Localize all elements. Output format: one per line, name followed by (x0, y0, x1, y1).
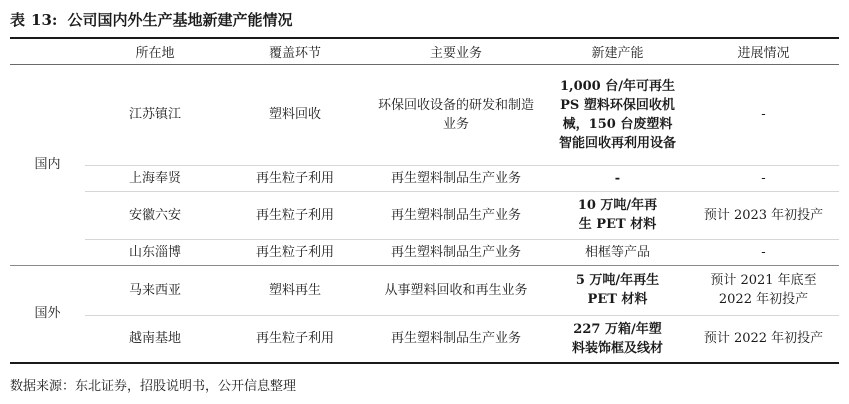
business-cell: 再生塑料制品生产业务 (365, 191, 547, 239)
business-cell: 再生塑料制品生产业务 (365, 239, 547, 265)
table-row (10, 64, 839, 165)
region-cell-domestic: 国内 (10, 64, 85, 265)
location-cell: 安徽六安 (85, 191, 225, 239)
capacity-table (10, 37, 839, 364)
source-note: 数据来源：东北证券，招股说明书，公开信息整理 (10, 379, 297, 394)
progress-cell: 预计 2023 年初投产 (688, 191, 839, 239)
progress-cell: - (688, 239, 839, 265)
location-cell: 山东淄博 (85, 239, 225, 265)
header-row (10, 38, 839, 64)
progress-cell: 预计 2021 年底至 2022 年初投产 (688, 265, 839, 315)
table-row (10, 239, 839, 265)
table-row (10, 165, 839, 191)
business-cell: 从事塑料回收和再生业务 (365, 265, 547, 315)
location-cell: 越南基地 (85, 315, 225, 363)
progress-cell: 预计 2022 年初投产 (688, 315, 839, 363)
header-cell-business: 主要业务 (365, 38, 547, 64)
segment-cell: 再生粒子利用 (225, 191, 365, 239)
table-header (10, 38, 839, 64)
table-row (10, 315, 839, 363)
progress-cell: - (688, 64, 839, 165)
header-cell-capacity: 新建产能 (547, 38, 688, 64)
business-cell: 环保回收设备的研发和制造业务 (365, 64, 547, 165)
business-cell: 再生塑料制品生产业务 (365, 315, 547, 363)
location-cell: 马来西亚 (85, 265, 225, 315)
table-row (10, 265, 839, 315)
capacity-cell: - (547, 165, 688, 191)
header-cell-segment: 覆盖环节 (225, 38, 365, 64)
segment-cell: 塑料回收 (225, 64, 365, 165)
table-body (10, 64, 839, 363)
table-row (10, 191, 839, 239)
location-cell: 上海奉贤 (85, 165, 225, 191)
capacity-cell: 1,000 台/年可再生 PS 塑料环保回收机械，150 台废塑料智能回收再利用设备 (547, 64, 688, 165)
header-cell-location: 所在地 (85, 38, 225, 64)
table-title-number: 13: (31, 11, 58, 29)
header-cell-progress: 进展情况 (688, 38, 839, 64)
progress-cell: - (688, 165, 839, 191)
table-title-prefix: 表 (10, 11, 26, 29)
table-title-text: 公司国内外生产基地新建产能情况 (67, 11, 293, 29)
table-title (10, 8, 840, 32)
segment-cell: 塑料再生 (225, 265, 365, 315)
capacity-cell: 10 万吨/年再生 PET 材料 (547, 191, 688, 239)
segment-cell: 再生粒子利用 (225, 315, 365, 363)
segment-cell: 再生粒子利用 (225, 165, 365, 191)
capacity-table-container (10, 37, 839, 364)
header-cell-region (10, 38, 85, 64)
segment-cell: 再生粒子利用 (225, 239, 365, 265)
capacity-cell: 相框等产品 (547, 239, 688, 265)
region-cell-overseas: 国外 (10, 265, 85, 363)
capacity-cell: 227 万箱/年塑料装饰框及线材 (547, 315, 688, 363)
business-cell: 再生塑料制品生产业务 (365, 165, 547, 191)
capacity-cell: 5 万吨/年再生 PET 材料 (547, 265, 688, 315)
location-cell: 江苏镇江 (85, 64, 225, 165)
